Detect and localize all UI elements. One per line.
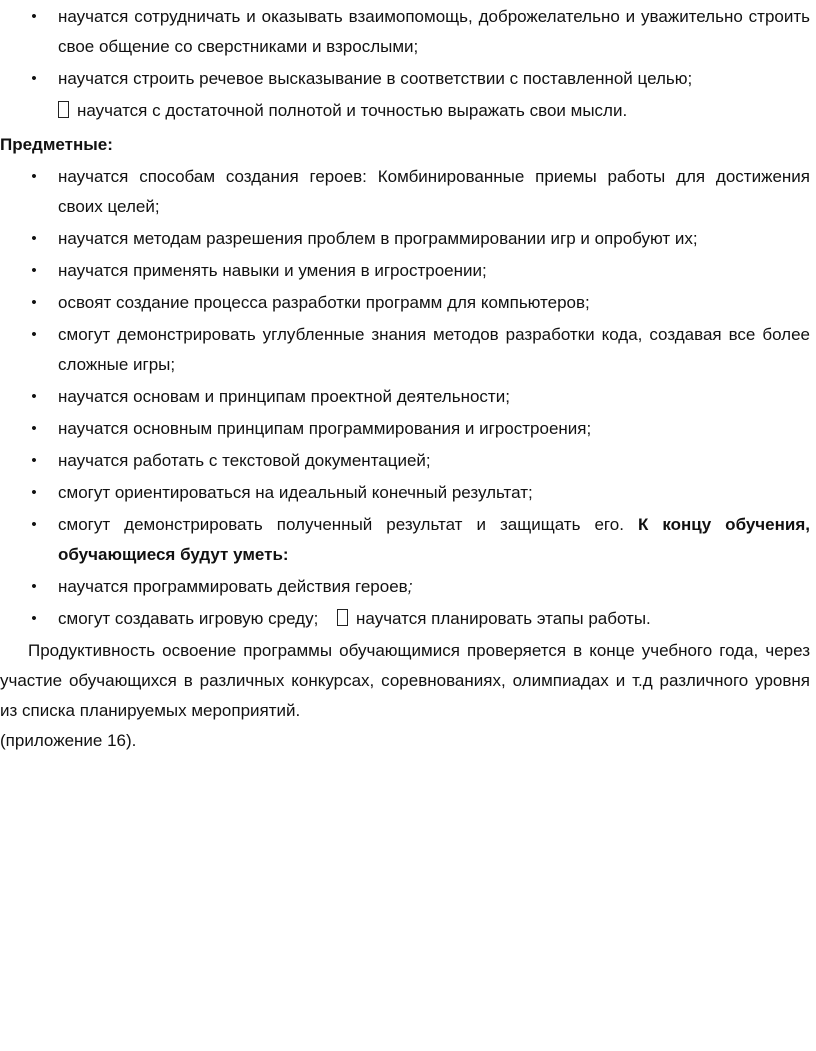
list-item-text: освоят создание процесса разработки программ для компьютеров; bbox=[58, 293, 590, 312]
list-item-text: смогут ориентироваться на идеальный конечный результат; bbox=[58, 483, 533, 502]
bullet-icon: • bbox=[31, 70, 37, 87]
sub-line-text: научатся с достаточной полнотой и точностью выражать свои мысли. bbox=[77, 101, 628, 120]
list-item bbox=[0, 572, 816, 602]
list-item-text: научатся применять навыки и умения в игростроении; bbox=[58, 261, 487, 280]
list-item-text: научатся программировать действия героев bbox=[58, 577, 408, 596]
list-item bbox=[0, 2, 816, 62]
list-item bbox=[0, 382, 816, 412]
list-item-suffix: ; bbox=[407, 577, 413, 596]
list-item bbox=[0, 288, 816, 318]
bullet-icon: • bbox=[31, 230, 37, 247]
bold-lead-in: К концу обучения, обучающиеся будут уметь: bbox=[58, 515, 810, 564]
bullet-icon: • bbox=[31, 484, 37, 501]
missing-glyph-box-icon bbox=[337, 609, 348, 626]
bullet-icon: • bbox=[31, 516, 37, 533]
bullet-icon: • bbox=[31, 168, 37, 185]
list-item-text: научатся способам создания героев: Комбинированные приемы работы для достижения своих целей; bbox=[58, 167, 810, 216]
appendix-reference: (приложение 16). bbox=[0, 731, 137, 750]
list-item-text: научатся строить речевое высказывание в соответствии с поставленной целью; bbox=[58, 69, 693, 88]
bullet-icon: • bbox=[31, 420, 37, 437]
list-item-text: научатся работать с текстовой документацией; bbox=[58, 451, 431, 470]
list-item-text: смогут демонстрировать углубленные знания методов разработки кода, создавая все более сложные игры; bbox=[58, 325, 810, 374]
list-item-text: научатся методам разрешения проблем в программировании игр и опробуют их; bbox=[58, 229, 698, 248]
list-item-text: смогут создавать игровую среду; bbox=[58, 609, 319, 628]
list-item bbox=[0, 320, 816, 380]
list-item bbox=[0, 64, 816, 126]
list-item-text: научатся основным принципам программирования и игростроения; bbox=[58, 419, 592, 438]
document-body bbox=[0, 2, 816, 756]
list-item bbox=[0, 414, 816, 444]
list-item bbox=[0, 510, 816, 570]
bullet-icon: • bbox=[31, 326, 37, 343]
list-item bbox=[0, 446, 816, 476]
list-item-subtext: научатся планировать этапы работы. bbox=[356, 609, 651, 628]
list-item bbox=[0, 162, 816, 222]
top-list bbox=[0, 2, 816, 126]
list-item bbox=[0, 604, 816, 634]
list-item-text: смогут демонстрировать полученный результат и защищать его. bbox=[58, 515, 624, 534]
list-item bbox=[0, 256, 816, 286]
bullet-icon: • bbox=[31, 388, 37, 405]
body-paragraph: Продуктивность освоение программы обучающимися проверяется в конце учебного года, через участие обучающихся в различных конкурсах, соревнованиях, олимпиадах и т.д различного уровня из списка планируемых мероприятий. bbox=[0, 641, 810, 720]
list-item-text: научатся сотрудничать и оказывать взаимопомощь, доброжелательно и уважительно строить свое общение со сверстниками и взрослыми; bbox=[58, 7, 810, 56]
list-item bbox=[0, 224, 816, 254]
bullet-icon: • bbox=[31, 294, 37, 311]
missing-glyph-box-icon bbox=[58, 101, 69, 118]
bullet-icon: • bbox=[31, 452, 37, 469]
list-item bbox=[0, 478, 816, 508]
bullet-icon: • bbox=[31, 578, 37, 595]
bullet-icon: • bbox=[31, 262, 37, 279]
bullet-icon: • bbox=[31, 610, 37, 627]
section-heading: Предметные: bbox=[0, 135, 113, 154]
list-item-text: научатся основам и принципам проектной деятельности; bbox=[58, 387, 510, 406]
subject-list bbox=[0, 162, 816, 634]
sub-line bbox=[58, 96, 810, 126]
bullet-icon: • bbox=[31, 8, 37, 25]
